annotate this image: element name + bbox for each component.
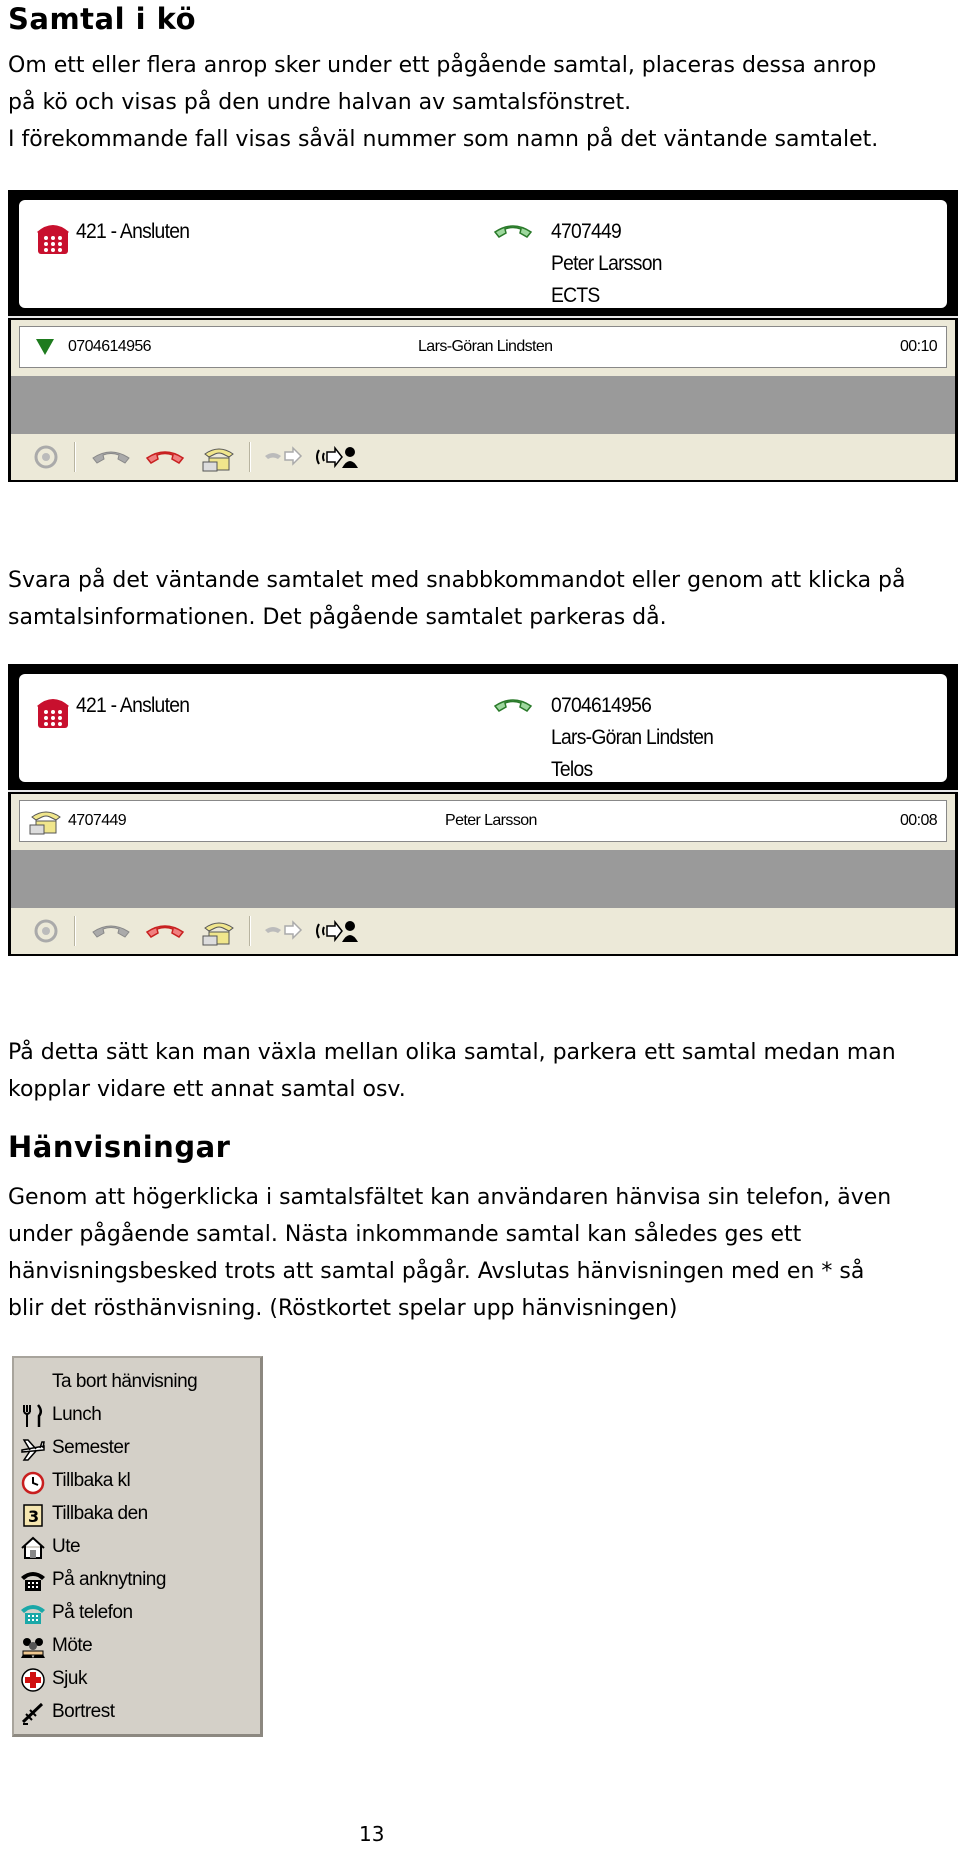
menu-item-label: Ute xyxy=(52,1536,81,1557)
voice-forward-icon[interactable] xyxy=(315,444,359,470)
text-line: Genom att högerklicka i samtalsfältet kan användaren hänvisa sin telefon, även xyxy=(8,1185,892,1210)
menu-item-label: Sjuk xyxy=(52,1668,87,1689)
dialpad-icon[interactable] xyxy=(33,918,59,944)
text-line: samtalsinformationen. Det pågående samtalet parkeras då. xyxy=(8,605,667,630)
hangup-icon[interactable] xyxy=(145,918,185,942)
desk-phone-icon xyxy=(20,1568,46,1594)
menu-item-label: Tillbaka kl xyxy=(52,1470,131,1491)
clock-icon xyxy=(20,1469,46,1495)
calendar-icon xyxy=(20,1502,46,1528)
fork-knife-icon xyxy=(20,1403,46,1429)
call-window-1 xyxy=(8,190,958,482)
section-title-hanvisningar: Hänvisningar xyxy=(8,1130,231,1164)
red-cross-icon xyxy=(20,1667,46,1693)
text-line: hänvisningsbesked trots att samtal pågår. Avslutas hänvisningen med en * så xyxy=(8,1259,865,1284)
text-line: under pågående samtal. Nästa inkommande samtal kan således ges ett xyxy=(8,1222,802,1247)
parked-phone-icon xyxy=(28,807,64,835)
menu-item-lunch[interactable] xyxy=(14,1399,254,1432)
green-arrow-down-icon xyxy=(34,337,56,357)
referral-context-menu xyxy=(8,1352,263,1737)
caller-org: ECTS xyxy=(551,284,600,307)
menu-item-sick[interactable] xyxy=(14,1663,254,1696)
transfer-icon[interactable] xyxy=(263,918,303,942)
answer-paragraph xyxy=(8,562,956,636)
menu-item-out[interactable] xyxy=(14,1531,254,1564)
queued-name: Peter Larsson xyxy=(445,812,537,829)
caller-name: Lars-Göran Lindsten xyxy=(551,726,714,749)
queued-number: 0704614956 xyxy=(68,338,151,355)
call-window-2 xyxy=(8,664,958,956)
switch-paragraph xyxy=(8,1034,956,1108)
queued-number: 4707449 xyxy=(68,812,127,829)
text-line: På detta sätt kan man växla mellan olika samtal, parkera ett samtal medan man xyxy=(8,1040,896,1065)
menu-item-label: Semester xyxy=(52,1437,130,1458)
dialpad-icon[interactable] xyxy=(33,444,59,470)
red-phone-icon xyxy=(35,220,71,256)
queued-name: Lars-Göran Lindsten xyxy=(418,338,553,355)
queued-time: 00:10 xyxy=(900,338,938,355)
caller-number: 0704614956 xyxy=(551,694,652,717)
svg-text:3: 3 xyxy=(28,1507,40,1526)
queued-time: 00:08 xyxy=(900,812,938,829)
park-call-icon[interactable] xyxy=(201,918,239,946)
call-toolbar xyxy=(11,908,955,954)
intro-paragraph xyxy=(8,47,956,158)
menu-item-on-extension[interactable] xyxy=(14,1564,254,1597)
active-call-panel[interactable] xyxy=(19,200,947,308)
answer-icon[interactable] xyxy=(91,918,131,942)
active-call-panel[interactable] xyxy=(19,674,947,782)
green-handset-icon xyxy=(493,694,533,714)
queue-panel xyxy=(11,794,955,954)
menu-item-label: Bortrest xyxy=(52,1701,115,1722)
menu-item-travelling[interactable] xyxy=(14,1696,254,1729)
house-icon xyxy=(20,1535,46,1561)
text-line: blir det rösthänvisning. (Röstkortet spelar upp hänvisningen) xyxy=(8,1296,678,1321)
menu-item-label: Tillbaka den xyxy=(52,1503,148,1524)
caller-name: Peter Larsson xyxy=(551,252,662,275)
caller-number: 4707449 xyxy=(551,220,622,243)
red-phone-icon xyxy=(35,694,71,730)
transfer-icon[interactable] xyxy=(263,444,303,468)
menu-item-label: Ta bort hänvisning xyxy=(52,1371,198,1392)
menu-item-label: Lunch xyxy=(52,1404,102,1425)
voice-forward-icon[interactable] xyxy=(315,918,359,944)
airplane-icon xyxy=(20,1436,46,1462)
meeting-icon xyxy=(20,1634,46,1660)
section-title-samtal-i-ko: Samtal i kö xyxy=(8,2,197,36)
hangup-icon[interactable] xyxy=(145,444,185,468)
line-status: 421 - Ansluten xyxy=(76,220,190,243)
green-handset-icon xyxy=(493,220,533,240)
queue-panel xyxy=(11,320,955,480)
answer-icon[interactable] xyxy=(91,444,131,468)
park-call-icon[interactable] xyxy=(201,444,239,472)
text-line: Svara på det väntande samtalet med snabbkommandot eller genom att klicka på xyxy=(8,568,906,593)
line-status: 421 - Ansluten xyxy=(76,694,190,717)
text-line: kopplar vidare ett annat samtal osv. xyxy=(8,1077,406,1102)
caller-org: Telos xyxy=(551,758,593,781)
menu-item-remove-referral[interactable] xyxy=(14,1366,254,1399)
referral-paragraph xyxy=(8,1179,956,1327)
travel-icon xyxy=(20,1700,46,1726)
menu-item-back-on-date[interactable] xyxy=(14,1498,254,1531)
parked-call-row[interactable] xyxy=(19,800,947,842)
menu-item-label: Möte xyxy=(52,1635,93,1656)
menu-item-on-phone[interactable] xyxy=(14,1597,254,1630)
menu-item-meeting[interactable] xyxy=(14,1630,254,1663)
menu-item-label: På telefon xyxy=(52,1602,133,1623)
queued-call-row[interactable] xyxy=(19,326,947,368)
text-line: Om ett eller flera anrop sker under ett pågående samtal, placeras dessa anrop xyxy=(8,53,877,78)
menu-item-label: På anknytning xyxy=(52,1569,166,1590)
menu-item-back-at-time[interactable] xyxy=(14,1465,254,1498)
phone-teal-icon xyxy=(20,1601,46,1627)
text-line: på kö och visas på den undre halvan av samtalsfönstret. xyxy=(8,90,632,115)
page-number: 13 xyxy=(359,1822,385,1846)
call-toolbar xyxy=(11,434,955,480)
menu-item-vacation[interactable] xyxy=(14,1432,254,1465)
text-line: I förekommande fall visas såväl nummer som namn på det väntande samtalet. xyxy=(8,127,879,152)
